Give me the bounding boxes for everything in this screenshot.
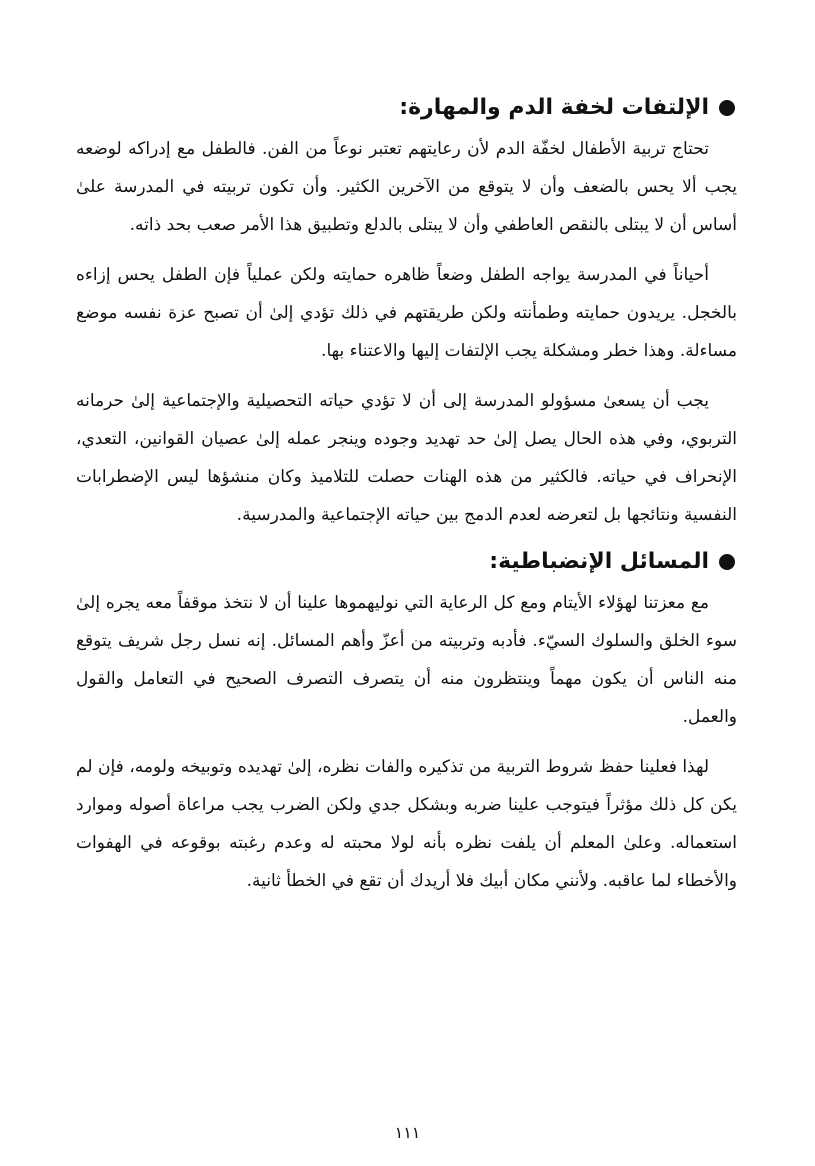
section-humor-and-skill	[76, 92, 737, 534]
paragraph: مع معزتنا لهؤلاء الأيتام ومع كل الرعاية التي نوليهموها علينا أن لا نتخذ موقفاً معه يجره إلىٰ سوء الخلق والسلوك السيّء. فأدبه وتربيته من أعزّ وأهم المسائل. إنه نسل رجل شريف يتوقع منه الناس أن يكون مهماً وينتظرون منه أن يتصرف التصرف الصحيح في التعامل والقول والعمل.	[76, 593, 737, 727]
section-discipline	[76, 546, 737, 900]
section-heading	[76, 546, 735, 578]
paragraph: تحتاج تربية الأطفال لخفّة الدم لأن رعايتهم تعتبر نوعاً من الفن. فالطفل مع إدراكه لوضعه يجب ألا يحس بالضعف وأن لا يتوقع من الآخرين الكثير. وأن تكون تربيته في المدرسة علىٰ أساس أن لا يبتلى بالنقص العاطفي وأن لا يبتلى بالدلع وتطبيق هذا الأمر صعب بحد ذاته.	[76, 139, 737, 235]
paragraph: لهذا فعلينا حفظ شروط التربية من تذكيره والفات نظره، إلىٰ تهديده وتوبيخه ولومه، فإن لم يكن كل ذلك مؤثراً فيتوجب علينا ضربه وبشكل جدي ولكن الضرب يجب مراعاة أصوله وموارد استعماله. وعلىٰ المعلم أن يلفت نظره بأنه لولا محبته له وعدم رغبته بوقوعه في الهفوات والأخطاء لما عاقبه. ولأنني مكان أبيك فلا أريدك أن تقع في الخطأ ثانية.	[76, 757, 737, 891]
section-heading-text: الإلتفات لخفة الدم والمهارة:	[399, 95, 709, 120]
section-heading	[76, 92, 735, 124]
paragraph: أحياناً في المدرسة يواجه الطفل وضعاً ظاهره حمايته ولكن عملياً فإن الطفل يحس إزاءه بالخجل. يريدون حمايته وطمأنته ولكن طريقتهم في ذلك تؤدي إلىٰ أن تصبح عزة نفسه موضع مساءلة. وهذا خطر ومشكلة يجب الإلتفات إليها والاعتناء بها.	[76, 265, 737, 361]
bullet-icon	[719, 554, 735, 570]
paragraph: يجب أن يسعىٰ مسؤولو المدرسة إلى أن لا تؤدي حياته التحصيلية والإجتماعية إلىٰ حرمانه التربوي، وفي هذه الحال يصل إلىٰ حد تهديد وجوده وينجر عمله إلىٰ عصيان القوانين، التعدي، الإنحراف في حياته. فالكثير من هذه الهنات حصلت للتلاميذ وكان منشؤها ليس الإضطرابات النفسية ونتائجها بل لتعرضه لعدم الدمج بين حياته الإجتماعية والمدرسية.	[76, 391, 737, 525]
section-heading-text: المسائل الإنضباطية:	[489, 549, 709, 574]
bullet-icon	[719, 100, 735, 116]
page-number: ١١١	[394, 1123, 421, 1142]
